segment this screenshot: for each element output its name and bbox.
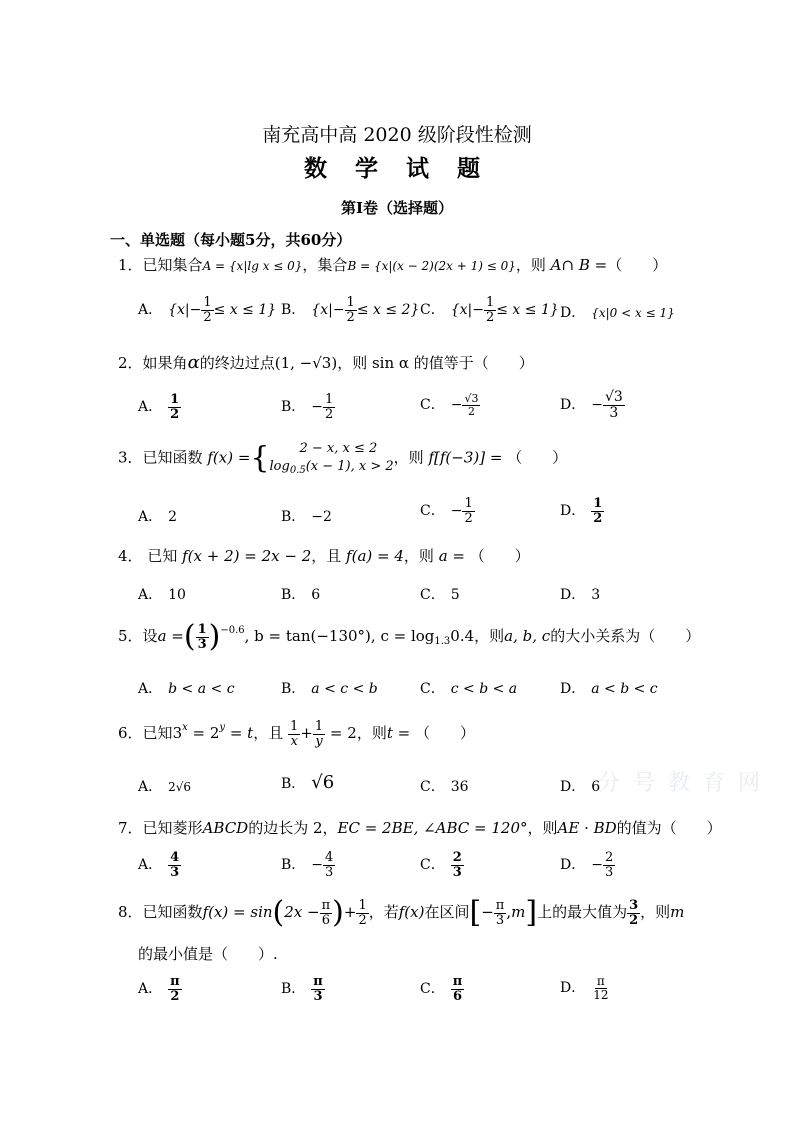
numerator: π xyxy=(596,974,605,988)
numerator: π xyxy=(170,974,180,989)
numerator: π xyxy=(495,897,505,913)
numerator: √3 xyxy=(604,389,623,405)
option-text: 10 xyxy=(168,587,186,603)
question-text: ，则 xyxy=(640,903,671,921)
option-label: D． xyxy=(560,681,586,697)
denominator: 6 xyxy=(321,912,331,928)
answer-bracket: （ ） xyxy=(414,724,475,743)
option-a xyxy=(138,851,181,879)
expression: f[f(−3)] = xyxy=(428,448,503,467)
point: (1, −√3) xyxy=(274,354,338,372)
option-text: a < b < c xyxy=(591,681,658,697)
exam-title: 南充高中高 2020 级阶段性检测 xyxy=(262,124,532,146)
argument: 2x − xyxy=(284,903,320,921)
question-2 xyxy=(118,352,534,373)
option-text: 2√6 xyxy=(168,780,192,794)
denominator: 2 xyxy=(467,404,475,418)
option-label: B． xyxy=(281,302,306,319)
fraction xyxy=(603,851,615,879)
option-text: 2 xyxy=(168,509,178,525)
numerator: 1 xyxy=(325,392,334,407)
question-text: ，则 xyxy=(393,448,424,467)
numerator: 4 xyxy=(325,850,334,865)
numerator: 1 xyxy=(197,621,207,637)
fraction xyxy=(356,899,368,927)
fraction xyxy=(462,497,474,525)
denominator: 2 xyxy=(170,406,180,422)
expression: = 2 xyxy=(329,724,357,743)
question-8: 8．已知函数f(x) = sin(2x − $\frac{\pi}{6}$ )+ $\frac{1}{2}$ ，若f(x)在区间[− $\frac{\pi}{3}$ ,m]上的最大值为 $\frac{3}{2}$ ，则m xyxy=(118,895,685,930)
question-text: 设 xyxy=(142,627,158,645)
option-label: C． xyxy=(420,302,445,319)
option-label: C． xyxy=(420,681,445,697)
option-label: D． xyxy=(560,857,586,874)
rhombus-name: ABCD xyxy=(202,819,249,837)
question-7 xyxy=(118,817,722,838)
option-label: B． xyxy=(281,681,306,697)
exponent-y: y xyxy=(219,722,226,734)
denominator: 2 xyxy=(346,309,355,325)
option-label: A． xyxy=(138,399,163,416)
option-c xyxy=(420,296,559,324)
option-b xyxy=(281,296,419,324)
vector-condition: EC = 2BE, ∠ABC = 120° xyxy=(337,819,528,837)
sign: − xyxy=(450,503,463,520)
subject-title: 数 学 试 题 xyxy=(303,155,491,182)
option-text: c < b < a xyxy=(450,681,518,697)
right-paren: ) xyxy=(208,619,221,654)
option-a xyxy=(138,506,177,526)
denominator: 2 xyxy=(485,309,495,325)
denominator: 3 xyxy=(452,864,462,880)
denominator: 12 xyxy=(593,987,609,1002)
option-text: {x|− xyxy=(311,302,345,319)
question-number: 1． xyxy=(118,256,143,274)
option-text: ≤ x ≤ 1} xyxy=(496,302,559,319)
option-text: ≤ x ≤ 2} xyxy=(356,302,420,319)
function-def: f(x) = xyxy=(207,448,251,467)
denominator: 3 xyxy=(604,864,614,880)
option-label: A． xyxy=(138,681,163,697)
fraction xyxy=(591,497,604,525)
question-text: ，集合 xyxy=(302,256,348,274)
option-label: B． xyxy=(281,587,306,603)
fraction xyxy=(313,720,325,748)
plus: + xyxy=(343,903,357,921)
question-text: 的终边过点 xyxy=(199,354,275,372)
case-2 xyxy=(270,458,394,478)
option-c xyxy=(420,776,469,796)
sign: − xyxy=(591,397,603,414)
question-number: 5． xyxy=(118,627,143,645)
option-a xyxy=(138,678,235,698)
question-number: 8． xyxy=(118,903,143,921)
question-text: ，且 xyxy=(253,724,284,743)
option-b xyxy=(281,772,334,793)
option-d xyxy=(560,851,615,879)
interval-end: m xyxy=(511,903,526,921)
fraction xyxy=(288,720,300,748)
question-3 xyxy=(118,440,567,477)
case-1: 2 − x, x ≤ 2 xyxy=(299,441,378,456)
option-d xyxy=(560,678,658,698)
numerator: 2 xyxy=(452,850,462,865)
question-4 xyxy=(118,545,530,566)
option-label: A． xyxy=(138,981,163,998)
expression: a = xyxy=(438,547,465,565)
option-label: A． xyxy=(138,302,163,319)
expression: 0.4 xyxy=(450,627,475,645)
question-text: 的值为（ ） xyxy=(616,819,722,837)
option-label: C． xyxy=(420,981,445,998)
numerator: 3 xyxy=(629,897,639,913)
set-b: B = {x|(x − 2)(2x + 1) ≤ 0} xyxy=(347,259,516,273)
option-label: D． xyxy=(560,980,586,997)
question-number: 7． xyxy=(118,819,143,837)
expression: t = xyxy=(386,724,411,743)
answer-bracket: （ ） xyxy=(507,448,568,467)
option-label: D． xyxy=(560,305,586,321)
option-a xyxy=(138,296,276,324)
option-text: {x|− xyxy=(168,302,202,319)
question-text: 的边长为 2， xyxy=(248,819,338,837)
fraction xyxy=(201,296,213,324)
question-text: ，若 xyxy=(368,903,399,921)
option-text: {x|0 < x ≤ 1} xyxy=(591,306,675,320)
option-text: 6 xyxy=(591,779,601,795)
question-text: ，则 xyxy=(515,256,546,274)
option-a xyxy=(138,393,181,421)
denominator: x xyxy=(290,733,298,749)
expression: , b = tan(−130°), c = log xyxy=(244,627,435,645)
question-text: ，则 xyxy=(356,724,387,743)
log-base: 1.3 xyxy=(434,636,451,647)
option-d xyxy=(560,975,611,1001)
fraction xyxy=(451,851,464,879)
option-a xyxy=(138,975,182,1003)
denominator: 6 xyxy=(452,988,462,1004)
option-text: 5 xyxy=(450,587,460,603)
question-text: 在区间 xyxy=(424,903,470,921)
numerator: 1 xyxy=(485,295,495,310)
function-def: f(x) = sin xyxy=(202,903,273,921)
numerator: 1 xyxy=(314,719,324,734)
denominator: 3 xyxy=(313,988,323,1004)
numerator: 1 xyxy=(290,719,299,734)
expression: f(a) = 4 xyxy=(346,547,404,565)
option-label: D． xyxy=(560,779,586,795)
right-bracket: ] xyxy=(525,895,538,930)
question-number: 6． xyxy=(118,724,143,743)
sign: − xyxy=(311,399,324,416)
numerator: π xyxy=(321,897,331,913)
equals-t: = t xyxy=(225,724,254,743)
question-1 xyxy=(118,254,667,275)
option-d xyxy=(560,497,604,525)
option-b xyxy=(281,506,332,526)
fraction xyxy=(345,296,357,324)
left-bracket: [ xyxy=(469,895,482,930)
fraction xyxy=(323,851,335,879)
question-text: 如果角 xyxy=(142,354,188,372)
left-paren: ( xyxy=(183,619,196,654)
option-text: ≤ x ≤ 1} xyxy=(213,302,277,319)
section-heading: 一、单选题（每小题5分，共60分） xyxy=(110,231,352,249)
question-text: ，则 xyxy=(527,819,558,837)
option-text: 6 xyxy=(311,587,321,603)
fraction xyxy=(494,899,507,927)
volume-title: 第Ⅰ卷（选择题） xyxy=(340,199,454,217)
option-label: D． xyxy=(560,397,586,414)
option-c xyxy=(420,584,460,604)
denominator: 3 xyxy=(609,404,619,421)
denominator: 2 xyxy=(593,510,603,526)
expression: f(x + 2) = 2x − 2 xyxy=(182,547,312,565)
base-2: = 2 xyxy=(187,724,220,743)
numerator: 1 xyxy=(170,392,180,407)
numerator: 1 xyxy=(593,496,603,511)
case-2-rest: (x − 1), x > 2 xyxy=(305,458,394,474)
option-label: A． xyxy=(138,779,163,795)
fraction xyxy=(168,975,182,1003)
alpha-symbol: α xyxy=(187,352,200,373)
option-a xyxy=(138,776,191,796)
sign: − xyxy=(311,857,324,874)
option-c xyxy=(420,678,517,698)
option-label: C． xyxy=(420,587,445,603)
option-b xyxy=(281,584,320,604)
piecewise-cases xyxy=(270,440,394,477)
question-text: 的大小关系为（ ） xyxy=(550,627,701,645)
base-3: 3 xyxy=(172,724,183,743)
dot-product: AE · BD xyxy=(557,819,617,837)
option-label: B． xyxy=(281,509,306,525)
option-text: 36 xyxy=(450,779,469,795)
fraction xyxy=(627,899,640,927)
question-6: 6．已知$3^x = 2^y = t$，且 $\frac{1}{x}$ + $\frac{1}{y}$ = 2，则t = （ ） xyxy=(118,719,475,749)
numerator: 4 xyxy=(170,850,180,865)
numerator: π xyxy=(452,974,463,989)
numerator: 1 xyxy=(346,295,355,310)
option-text: √6 xyxy=(311,772,335,793)
option-d xyxy=(560,776,600,796)
numerator: 2 xyxy=(604,850,614,865)
question-text: 上的最大值为 xyxy=(537,903,628,921)
expression: a = xyxy=(157,627,184,645)
option-label: D． xyxy=(560,587,586,603)
log-text: log xyxy=(269,458,290,474)
question-text: 已知集合 xyxy=(142,256,203,274)
option-b xyxy=(281,851,335,879)
option-label: A． xyxy=(138,857,163,874)
denominator: 2 xyxy=(170,988,180,1004)
option-label: C． xyxy=(420,857,445,874)
fraction xyxy=(311,975,325,1003)
option-label: C． xyxy=(420,397,445,414)
numerator: 1 xyxy=(203,295,212,310)
numerator: π xyxy=(313,974,323,989)
answer-bracket: （ ） xyxy=(469,547,530,565)
option-c xyxy=(420,975,464,1003)
denominator: 2 xyxy=(464,510,473,526)
expression: f(x) xyxy=(398,903,425,921)
sign: − xyxy=(591,857,603,874)
option-b xyxy=(281,393,335,421)
question-5 xyxy=(118,619,701,654)
denominator: y xyxy=(315,733,323,749)
question-text: ，则 sin α 的值等于（ ） xyxy=(337,354,534,372)
fraction xyxy=(462,393,480,417)
option-label: C． xyxy=(420,503,445,520)
fraction xyxy=(320,899,333,927)
option-label: D． xyxy=(560,503,586,520)
set-a: A = {x|lg x ≤ 0} xyxy=(202,259,303,273)
question-number: 4． xyxy=(118,547,143,565)
numerator: 1 xyxy=(358,897,367,913)
question-text: 已知菱形 xyxy=(142,819,203,837)
denominator: 2 xyxy=(358,912,367,928)
option-label: B． xyxy=(281,399,306,416)
question-text: ，则 xyxy=(403,547,434,565)
variables: a, b, c xyxy=(504,627,551,645)
numerator: 1 xyxy=(464,496,473,511)
denominator: 2 xyxy=(203,309,212,325)
option-c xyxy=(420,393,480,417)
question-text: ，则 xyxy=(474,627,505,645)
option-label: B． xyxy=(281,981,306,998)
option-b xyxy=(281,678,378,698)
denominator: 3 xyxy=(495,912,505,928)
sign: − xyxy=(450,397,463,414)
question-number: 3． xyxy=(118,448,143,467)
denominator: 3 xyxy=(197,636,207,652)
denominator: 2 xyxy=(629,912,639,928)
option-label: B． xyxy=(281,857,306,874)
option-a xyxy=(138,584,186,604)
option-text: b < a < c xyxy=(168,681,235,697)
option-d xyxy=(560,584,600,604)
option-text: 3 xyxy=(591,587,601,603)
left-paren: ( xyxy=(272,895,285,930)
question-number: 2． xyxy=(118,354,143,372)
question-text: 已知 xyxy=(142,724,173,743)
exponent-x: x xyxy=(182,722,188,734)
fraction xyxy=(168,393,181,421)
watermark: 分 号 教 育 网 xyxy=(598,771,763,796)
fraction xyxy=(168,851,181,879)
left-brace: { xyxy=(250,440,270,476)
fraction xyxy=(451,975,465,1003)
fraction xyxy=(196,623,209,651)
option-text: −2 xyxy=(311,509,332,525)
fraction xyxy=(603,390,625,420)
option-d xyxy=(560,390,625,420)
expression: A∩ B xyxy=(550,256,590,274)
option-c xyxy=(420,497,475,525)
exponent: −0.6 xyxy=(220,625,245,636)
numerator: √3 xyxy=(464,392,479,405)
question-text: 已知函数 xyxy=(142,903,203,921)
option-label: A． xyxy=(138,587,163,603)
answer-bracket: =（ ） xyxy=(594,256,668,274)
denominator: 3 xyxy=(325,864,334,880)
question-text: 已知 xyxy=(147,547,178,565)
option-c xyxy=(420,851,464,879)
question-8-line-2: 的最小值是（ ）. xyxy=(138,945,278,963)
option-text: {x|− xyxy=(450,302,484,319)
option-text: a < c < b xyxy=(311,681,378,697)
option-b xyxy=(281,975,325,1003)
fraction xyxy=(591,975,610,1001)
denominator: 3 xyxy=(170,864,180,880)
question-text: 已知函数 xyxy=(142,448,203,467)
option-d xyxy=(560,302,675,322)
log-base: 0.5 xyxy=(289,464,306,476)
question-text: ，且 xyxy=(311,547,342,565)
denominator: 2 xyxy=(325,406,334,422)
variable-m: m xyxy=(670,903,685,921)
right-paren: ) xyxy=(332,895,344,930)
option-label: A． xyxy=(138,509,163,525)
option-label: B． xyxy=(281,776,306,792)
fraction xyxy=(323,393,335,421)
option-label: C． xyxy=(420,779,445,795)
fraction xyxy=(484,296,496,324)
